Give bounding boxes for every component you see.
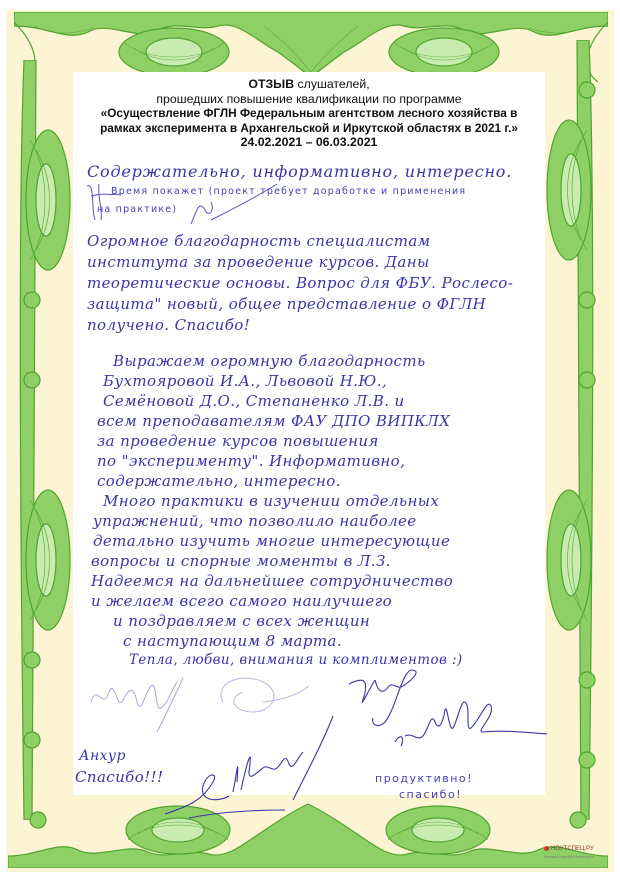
- handwritten-entry-4-line16: Тепла, любви, внимания и комплиментов :): [129, 652, 463, 668]
- handwritten-entry-4-line7: содержательно, интересно.: [97, 472, 341, 490]
- handwritten-entry-4-line3: Семёновой Д.О., Степаненко Л.В. и: [103, 392, 405, 410]
- signature-7: [159, 762, 289, 822]
- signature-1: [87, 672, 197, 742]
- handwritten-entry-2-line2: на практике): [97, 204, 178, 215]
- ornament-border-right: [545, 40, 611, 820]
- brand-sublabel: бланки строгой отчётности: [544, 854, 594, 860]
- handwritten-entry-6-line2: спасибо!: [399, 788, 463, 801]
- brand-logo-icon: [544, 846, 549, 851]
- signature-5-text: Анхур: [79, 748, 126, 764]
- handwritten-entry-3-line3: теоретические основы. Вопрос для ФБУ. Рослесо-: [87, 274, 514, 292]
- handwritten-entry-4-line8: Много практики в изучении отдельных: [103, 492, 440, 510]
- handwritten-entry-3-line2: института за проведение курсов. Даны: [87, 253, 430, 271]
- handwritten-entry-4-line10: детально изучить многие интересующие: [93, 532, 451, 550]
- signature-4: [391, 692, 551, 752]
- handwritten-entry-1: Содержательно, информативно, интересно.: [87, 162, 513, 181]
- handwritten-entry-4-line15: с наступающим 8 марта.: [123, 632, 343, 650]
- handwritten-entry-4-line14: и поздравляем с всех женщин: [113, 612, 371, 630]
- title-rest: слушателей,: [294, 77, 370, 91]
- handwritten-entry-4-line1: Выражаем огромную благодарность: [113, 352, 426, 370]
- document-title: [73, 77, 545, 92]
- program-name-line1: «Осуществление ФГЛН Федеральным агентством лесного хозяйства в: [100, 106, 518, 120]
- signature-entry-2: [81, 180, 281, 230]
- handwritten-entry-4-line6: по "эксперименту". Информативно,: [97, 452, 406, 470]
- ornament-border-bottom: [8, 800, 608, 868]
- handwritten-entry-4-line11: вопросы и спорные моменты в Л.З.: [91, 552, 391, 570]
- feedback-content-area: [73, 72, 545, 801]
- handwritten-entry-5: Спасибо!!!: [75, 768, 164, 786]
- handwritten-entry-6-line1: продуктивно!: [375, 772, 474, 785]
- ornament-border-left: [10, 60, 72, 820]
- brand-label: НОУТСПЕЦ.РУ: [551, 846, 594, 853]
- handwritten-entry-4-line13: и желаем всего самого наилучшего: [91, 592, 393, 610]
- handwritten-entry-4-line4: всем преподавателям ФАУ ДПО ВИПКЛХ: [97, 412, 451, 430]
- handwritten-entry-3-line1: Огромное благодарность специалистам: [87, 232, 431, 250]
- document-header: [73, 77, 545, 150]
- program-dates: 24.02.2021 – 06.03.2021: [240, 135, 378, 149]
- handwritten-entry-4-line2: Бухтояровой И.А., Львовой Н.Ю.,: [103, 372, 388, 390]
- title-bold: ОТЗЫВ: [248, 77, 295, 91]
- handwritten-entry-3-line5: получено. Спасибо!: [87, 316, 251, 334]
- handwritten-entry-4-line5: за проведение курсов повышения: [97, 432, 379, 450]
- handwritten-entry-3-line4: защита" новый, общее представление о ФГЛН: [87, 295, 487, 313]
- handwritten-entry-4-line9: упражнений, что позволило наиболее: [93, 512, 417, 530]
- printer-brand-mark: [544, 846, 606, 860]
- program-name-line2: рамках эксперимента в Архангельской и Иркутской областях в 2021 г.»: [100, 120, 518, 135]
- document-subtitle: прошедших повышение квалификации по программе: [156, 91, 462, 106]
- handwritten-entry-4-line12: Надеемся на дальнейшее сотрудничество: [91, 572, 454, 590]
- handwritten-entry-2-line1: Время покажет (проект требует доработке и применения: [111, 186, 467, 197]
